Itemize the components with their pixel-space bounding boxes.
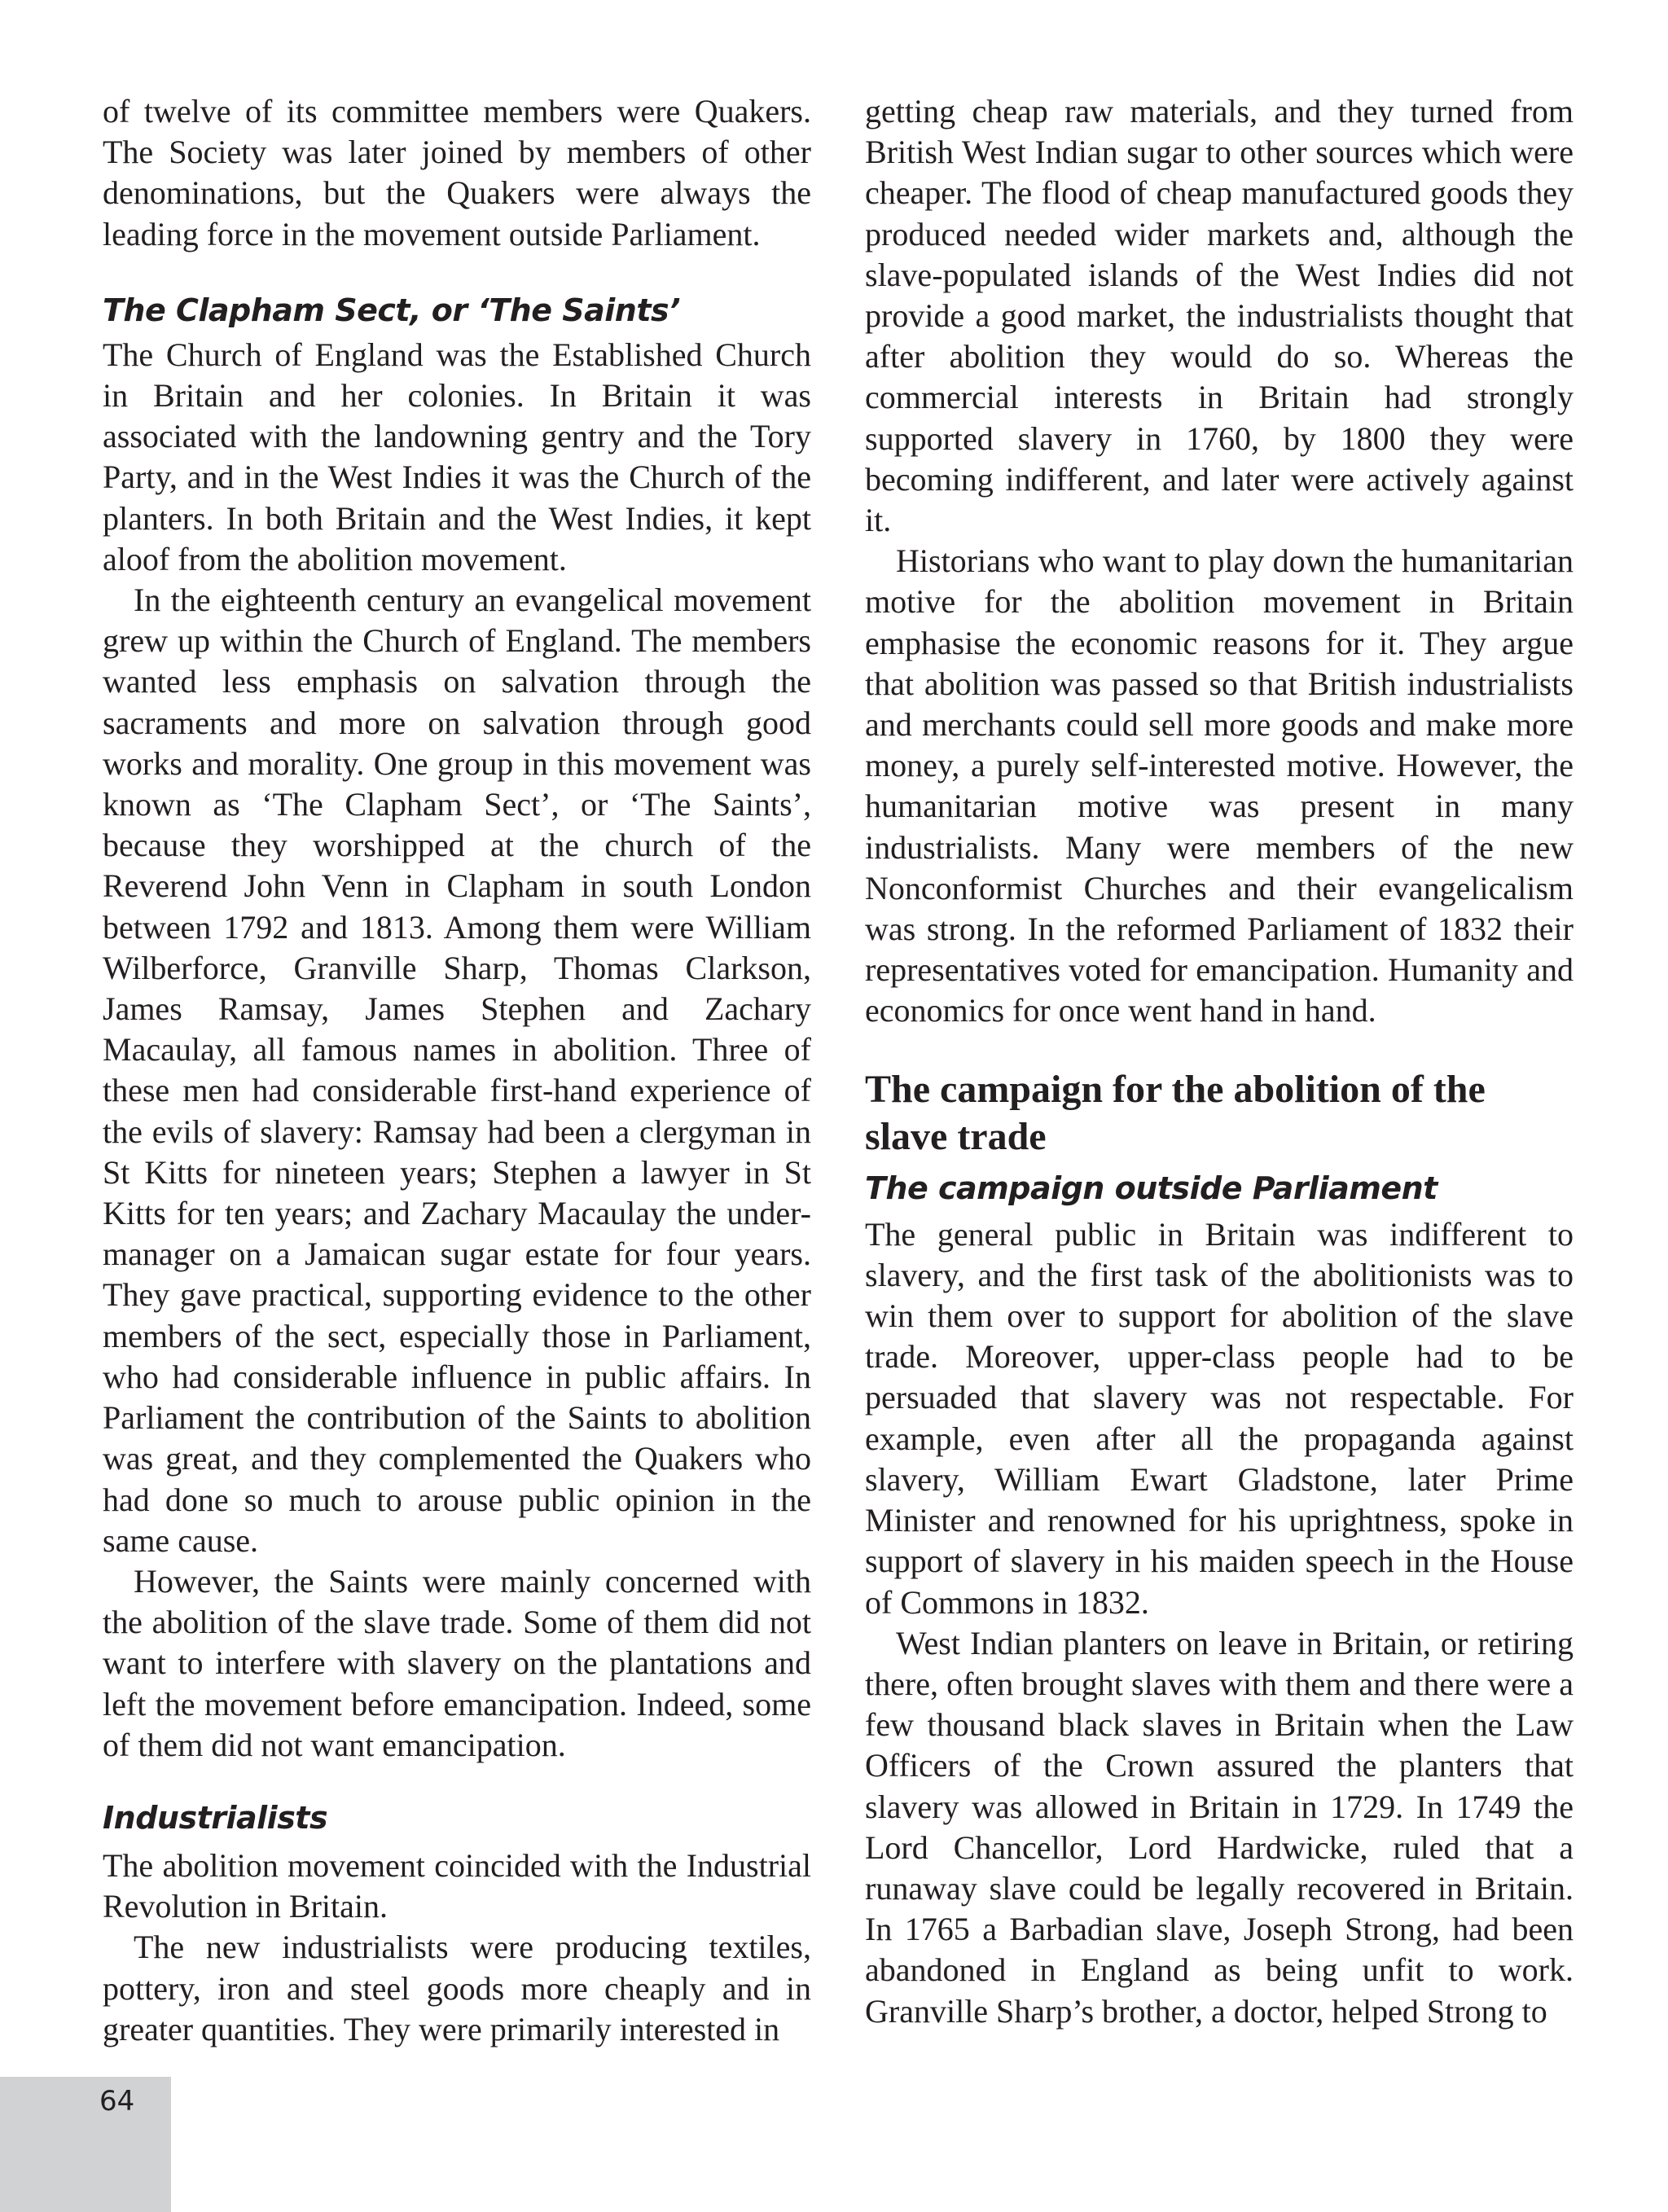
campaign-outside-parliament-heading: The campaign outside Parliament (865, 1170, 1438, 1206)
industrialists-paragraph-2: The new industrialists were producing textiles, pottery, iron and steel goods more cheaply and in greater quantities. They were primarily interested in (103, 1929, 811, 2047)
outside-paragraph-2: West Indian planters on leave in Britain, or retiring there, often brought slaves with them and there were a few thousand black slaves in Britain when the Law Officers of the Crown assured the planters that slavery was allowed in Britain in 1729. In 1749 the Lord Chancellor, Lord Hardwicke, ruled that a runaway slave could be legally recovered in Britain. In 1765 a Barbadian slave, Joseph Strong, had been abandoned in England as being unfit to work. Granville Sharp’s brother, a doctor, helped Strong to (865, 1624, 1574, 2030)
page-number: 64 (99, 2085, 135, 2118)
outside-paragraph-1: The general public in Britain was indifferent to slavery, and the first task of the abolitionists was to win them over to support for abolition of the slave trade. Moreover, upper-class people had to be persuaded that slavery was not respectable. For example, even after all the propaganda against slavery, William Ewart Gladstone, later Prime Minister and renowned for his uprightness, spoke in support of slavery in his maiden speech in the House of Commons in 1832. (865, 1215, 1574, 1621)
clapham-paragraph-2: In the eighteenth century an evangelical movement grew up within the Church of England. The members wanted less emphasis on salvation through the sacraments and more on salvation through good works and morality. One group in this movement was known as ‘The Clapham Sect’, or ‘The Saints’, because they worshipped at the church of the Reverend John Venn in Clapham in south London between 1792 and 1813. Among them were William Wilberforce, Granville Sharp, Thomas Clarkson, James Ramsay, James Stephen and Zachary Macaulay, all famous names in abolition. Three of these men had considerable first-hand experience of the evils of slavery: Ramsay had been a clergyman in St Kitts for nineteen years; Stephen a lawyer in St Kitts for ten years; and Zachary Macaulay the under-manager on a Jamaican sugar estate for four years. They gave practical, supporting evidence to the other members of the sect, especially those in Parliament, who had considerable influence in public affairs. In Parliament the contribution of the Saints to abolition was great, and they complemented the Quakers who had done so much to arouse public opinion in the same cause. (103, 582, 811, 1559)
clapham-sect-heading: The Clapham Sect, or ‘The Saints’ (103, 292, 681, 328)
industrialists-paragraph-1: The abolition movement coincided with the Industrial Revolution in Britain. (103, 1846, 811, 1925)
continuation-paragraph: getting cheap raw materials, and they turned from British West Indian sugar to other sources which were cheaper. The flood of cheap manufactured goods they produced needed wider markets and, although the slave-populated islands of the West Indies did not provide a good market, the industrialists thought that after abolition they would do so. Whereas the commercial interests in Britain had strongly supported slavery in 1760, by 1800 they were becoming indifferent, and later were actively against it. (865, 93, 1574, 539)
campaign-section-heading: The campaign for the abolition of the slave trade (865, 1067, 1486, 1158)
intro-paragraph: of twelve of its committee members were Quakers. The Society was later joined by members of other denominations, but the Quakers were always the leading force in the movement outside Parliament. (103, 93, 811, 252)
clapham-paragraph-3: However, the Saints were mainly concerned with the abolition of the slave trade. Some of them did not want to interfere with slavery on the plantations and left the movement before emancipation. Indeed, some of them did not want emancipation. (103, 1562, 811, 1763)
industrialists-heading: Industrialists (103, 1799, 328, 1836)
page-number-tab (0, 2077, 171, 2212)
clapham-paragraph-1: The Church of England was the Established Church in Britain and her colonies. In Britain it was associated with the landowning gentry and the Tory Party, and in the West Indies it was the Church of the planters. In both Britain and the West Indies, it kept aloof from the abolition movement. (103, 336, 811, 577)
left-column (103, 91, 811, 2050)
historians-paragraph: Historians who want to play down the humanitarian motive for the abolition movement in Britain emphasise the economic reasons for it. They argue that abolition was passed so that British industrialists and merchants could sell more goods and make more money, a purely self-interested motive. However, the humanitarian motive was present in many industrialists. Many were members of the new Nonconformist Churches and their evangelicalism was strong. In the reformed Parliament of 1832 their representatives voted for emancipation. Humanity and economics for once went hand in hand. (865, 542, 1574, 1029)
right-column (865, 91, 1574, 2032)
